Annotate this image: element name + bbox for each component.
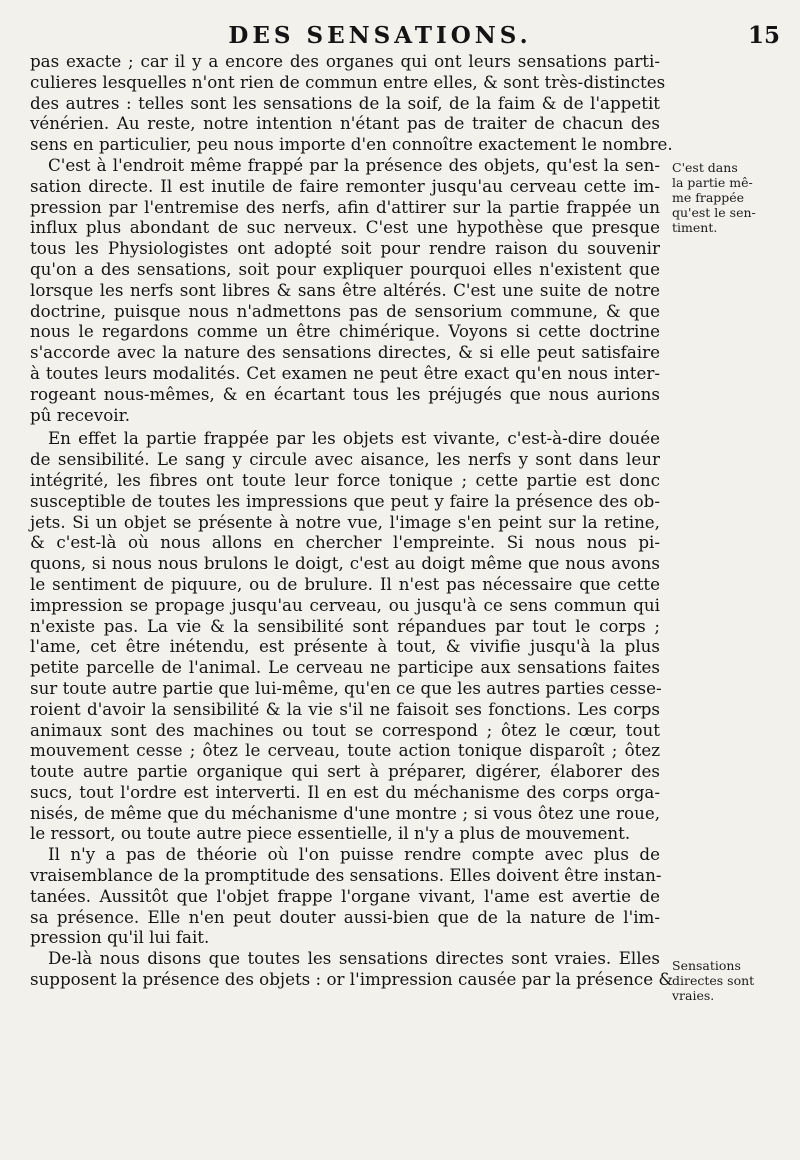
text-line: mouvement cesse ; ôtez le cerveau, toute action tonique disparoît ; ôtez	[30, 740, 660, 761]
text-line: quons, si nous nous brulons le doigt, c'est au doigt même que nous avons	[30, 553, 660, 574]
text-line: qu'on a des sensations, soit pour expliquer pourquoi elles n'existent que	[30, 258, 660, 279]
text-line: animaux sont des machines ou tout se correspond ; ôtez le cœur, tout	[30, 719, 660, 740]
text-line: En effet la partie frappée par les objets est vivante, c'est-à-dire douée	[48, 428, 660, 449]
text-line: pression qu'il lui fait.	[30, 927, 210, 948]
margin-note-line: Sensations	[672, 958, 741, 973]
text-line: sation directe. Il est inutile de faire remonter jusqu'au cerveau cette im-	[30, 175, 660, 196]
main-text-column	[30, 51, 674, 990]
text-line: pas exacte ; car il y a encore des organes qui ont leurs sensations parti-	[30, 51, 660, 71]
text-line: rogeant nous-mêmes, & en écartant tous les préjugés que nous aurions	[30, 383, 660, 404]
margin-note-line: qu'est le sen-	[672, 205, 756, 220]
text-line: doctrine, puisque nous n'admettons pas de sensorium commune, & que	[30, 300, 660, 321]
running-title: DES SENSATIONS.	[228, 22, 532, 49]
text-line: lorsque les nerfs sont libres & sans être altérés. C'est une suite de notre	[30, 279, 660, 300]
text-line: roient d'avoir la sensibilité & la vie s'il ne faisoit ses fonctions. Les corps	[30, 698, 660, 719]
text-line: influx plus abondant de suc nerveux. C'est une hypothèse que presque	[30, 217, 660, 238]
text-line: l'ame, cet être inétendu, est présente à tout, & vivifie jusqu'à la plus	[30, 636, 660, 657]
text-line: De-là nous disons que toutes les sensations directes sont vraies. Elles	[48, 948, 660, 969]
margin-note-line: vraies.	[672, 988, 715, 1003]
page-number: 15	[747, 22, 780, 49]
text-line: sens en particulier, peu nous importe d'en connoître exactement le nombre.	[30, 134, 673, 155]
text-line: le ressort, ou toute autre piece essentielle, il n'y a plus de mouvement.	[30, 823, 631, 844]
text-line: des autres : telles sont les sensations de la soif, de la faim & de l'appetit	[30, 92, 660, 113]
text-line: C'est à l'endroit même frappé par la présence des objets, qu'est la sen-	[48, 154, 660, 175]
margin-note-sentiment	[672, 160, 792, 235]
text-line: sucs, tout l'ordre est interverti. Il en est du méchanisme des corps orga-	[30, 781, 660, 802]
text-line: vraisemblance de la promptitude des sensations. Elles doivent être instan-	[30, 865, 662, 886]
margin-note-line: C'est dans	[672, 160, 738, 175]
margin-note-line: la partie mê-	[672, 175, 753, 190]
text-line: jets. Si un objet se présente à notre vue, l'image s'en peint sur la retine,	[30, 511, 660, 532]
text-line: le sentiment de piquure, ou de brulure. Il n'est pas nécessaire que cette	[30, 573, 660, 594]
text-line: Il n'y a pas de théorie où l'on puisse rendre compte avec plus de	[48, 844, 660, 865]
text-line: de sensibilité. Le sang y circule avec aisance, les nerfs y sont dans leur	[30, 449, 660, 470]
running-header	[30, 22, 790, 54]
paragraph-4	[30, 844, 660, 948]
margin-note-line: me frappée	[672, 190, 745, 205]
paragraph-1	[30, 51, 673, 155]
text-line: nisés, de même que du méchanisme d'une montre ; si vous ôtez une roue,	[30, 802, 660, 823]
text-line: toute autre partie organique qui sert à préparer, digérer, élaborer des	[30, 761, 660, 782]
text-line: n'existe pas. La vie & la sensibilité sont répandues par tout le corps ;	[30, 615, 660, 636]
text-line: s'accorde avec la nature des sensations directes, & si elle peut satisfaire	[30, 342, 660, 363]
text-line: susceptible de toutes les impressions que peut y faire la présence des ob-	[30, 490, 660, 511]
text-line: tous les Physiologistes ont adopté soit pour rendre raison du souvenir	[30, 238, 660, 259]
text-line: vénérien. Au reste, notre intention n'étant pas de traiter de chacun des	[30, 113, 660, 134]
text-line: petite parcelle de l'animal. Le cerveau ne participe aux sensations faites	[30, 657, 660, 678]
margin-note-line: directes sont	[672, 973, 755, 988]
text-line: & c'est-là où nous allons en chercher l'empreinte. Si nous nous pi-	[30, 532, 660, 553]
text-line: sur toute autre partie que lui-même, qu'en ce que les autres parties cesse-	[30, 677, 662, 698]
text-line: nous le regardons comme un être chimérique. Voyons si cette doctrine	[30, 321, 660, 342]
margin-note-line: timent.	[672, 220, 718, 235]
margin-note-sensations-directes	[672, 958, 792, 1003]
text-line: intégrité, les fibres ont toute leur force tonique ; cette partie est donc	[30, 469, 660, 490]
text-line: impression se propage jusqu'au cerveau, ou jusqu'à ce sens commun qui	[30, 594, 660, 615]
text-line: pression par l'entremise des nerfs, afin d'attirer sur la partie frappée un	[30, 196, 660, 217]
paragraph-5	[30, 948, 674, 990]
text-line: sa présence. Elle n'en peut douter aussi-bien que de la nature de l'im-	[30, 906, 660, 927]
text-line: pû recevoir.	[30, 404, 131, 425]
text-line: tanées. Aussitôt que l'objet frappe l'organe vivant, l'ame est avertie de	[30, 885, 660, 906]
text-line: culieres lesquelles n'ont rien de commun entre elles, & sont très-distinctes	[30, 71, 666, 92]
paragraph-3	[30, 428, 660, 844]
text-line: supposent la présence des objets : or l'impression causée par la présence &	[30, 969, 674, 990]
text-line: à toutes leurs modalités. Cet examen ne peut être exact qu'en nous inter-	[30, 362, 660, 383]
paragraph-2	[30, 155, 660, 425]
